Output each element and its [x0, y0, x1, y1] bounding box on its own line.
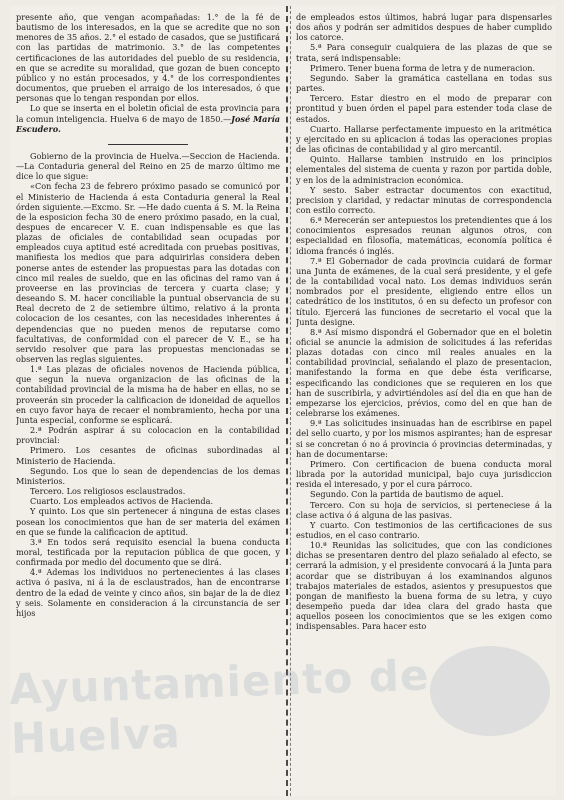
- rule-10-paragraph: 10.ª Reunidas las solicitudes, que con las condiciones dichas se presentaren dentro del plazo señalado al efecto, se cerrará la admision, y el presidente convocará á la Junta para acordar que se distribuyan á los examinandos algunos trabajos materiales de estados, asientos y presupuestos que pongan de manifiesto la buena forma de su letra, y cuyo desempeño pueda dar idea clara del grado hasta que aquellos poseen los conocimientos que se les exigen como indispensables. Para hacer esto: [296, 540, 552, 632]
- section-divider-rule: [108, 144, 188, 145]
- list-item: Primero. Tener buena forma de letra y de numeracion.: [310, 62, 536, 73]
- rule-2-paragraph: 2.ª Podrán aspirar á su colocacion en la contabilidad provincial:: [16, 425, 280, 446]
- list-item: Primero. Con certificacion de buena conducta moral librada por la autoridad municipal, bajo cuya jurisdiccion resida el interesado, y por el cura párroco.: [296, 458, 552, 490]
- rule-3-paragraph: 3.ª En todos será requisito esencial la buena conducta moral, testificada por la reputacion pública de que gocen, y confirmada por medio del documento que se dirá.: [16, 536, 280, 568]
- rule-5-paragraph: 5.ª Para conseguir cualquiera de las plazas de que se trata, será indispensable:: [296, 42, 552, 63]
- closing-paragraph: [16, 103, 280, 133]
- gobierno-header-paragraph: Gobierno de la provincia de Huelva.—Seccion de Hacienda.—La Contaduria general del Reino en 25 de marzo último me dice lo que sigue:: [16, 150, 280, 182]
- continuation-paragraph: de empleados estos últimos, habrá lugar para dispensarles dos años y podrán ser admitidos despues de haber cumplido los catorce.: [296, 12, 552, 43]
- newspaper-page: [10, 6, 556, 796]
- intro-paragraph: presente año, que vengan acompañadas: 1.° de la fé de bautismo de los interesados, en la que se acredite que no son menores de 35 años. 2.° el estado de casados, que se justificará con las partidas de matrimonio. 3.° de las competentes certificaciones de las autoridades del pueblo de su residencia, en que se acredite su moralidad, que gozan de buen concepto público y no están procesados, y 4.° de los correspondientes documentos, que prueben el arraigo de los interesados, ó que personas que lo tengan respondan por ellos.: [16, 12, 280, 104]
- list-item: Segundo. Con la partida de bautismo de aquel.: [310, 489, 504, 500]
- archive-watermark: Ayuntamiento de Huelva: [8, 650, 431, 763]
- rule-8-paragraph: 8.ª Así mismo dispondrá el Gobernador que en el boletin oficial se anuncie la admision de solicitudes á las referidas plazas dotadas con cinco mil reales anuales en la contabilidad provincial, señalando el plazo de presentacion, manifestando la forma en que debe ésta verificarse, especificando las condiciones que se requieren en los que han de suscribirla, y advirtiéndoles así del dia en que han de empezarse los ejercicios, prévios, como del en que han de celebrarse los exámenes.: [296, 326, 552, 419]
- list-item: Primero. Los cesantes de oficinas subordinadas al Ministerio de Hacienda.: [16, 445, 280, 466]
- list-item: Tercero. Con su hoja de servicios, si perteneciese á la clase activa ó á alguna de las pasivas.: [296, 499, 552, 520]
- list-item: Y sesto. Saber estractar documentos con exactitud, precision y claridad, y redactar minutas de correspondencia con estilo correcto.: [296, 184, 552, 215]
- list-item: Cuarto. Los empleados activos de Hacienda.: [30, 496, 214, 507]
- rule-1-paragraph: 1.ª Las plazas de oficiales novenos de Hacienda pública, que segun la nueva organizacion de las oficinas de la contabilidad provincial de la misma ha de haber en ellas, no se proveerán sin proceder la calificacion de idoneidad de aquellos en cuyo favor haya de recaer el nombramiento, hecha por una Junta especial, conforme se esplicará.: [16, 364, 280, 425]
- rule-7-paragraph: 7.ª El Gobernador de cada provincia cuidará de formar una Junta de exámenes, de la cual será presidente, y el gefe de la contabilidad vocal nato. Los demas individuos serán nombrados por el presidente, eligiendo entre ellos un catedrático de los institutos, ó en su defecto un profesor con título. Ejercerá las funciones de secretario el vocal que la Junta designe.: [296, 255, 552, 327]
- closing-text: Lo que se inserta en el boletin oficial de esta provincia para la comun inteligencia. Huelva 6 de mayo de 1850.—: [16, 103, 280, 124]
- list-item: Quinto. Hallarse tambien instruido en los principios elementales del sistema de cuenta y razon por partida doble, y en los de la administracion económica.: [296, 154, 552, 185]
- list-item: Tercero. Los religiosos esclaustrados.: [30, 486, 186, 497]
- rule-6-paragraph: 6.ª Merecerán ser antepuestos los pretendientes que á los conocimientos espresados reunan algunos otros, con especialidad en filosofía, matemáticas, economía política é idioma francés ó inglés.: [296, 215, 552, 256]
- list-item: Y quinto. Los que sin pertenecer á ninguna de estas clases posean los conocimientos que han de ser materia del exámen en que se funde la calificacion de aptitud.: [16, 506, 280, 537]
- list-item: Segundo. Saber la gramática castellana en todas sus partes.: [296, 72, 552, 94]
- rule-9-paragraph: 9.ª Las solicitudes insinuadas han de escribirse en papel del sello cuarto, y por los mismos aspirantes; han de espresar si se concretan ó no á provincia ó provincias determinadas, y han de documentarse:: [296, 418, 552, 459]
- signature: José María Escudero.: [16, 113, 280, 134]
- real-orden-paragraph: «Con fecha 23 de febrero próximo pasado se comunicó por el Ministerio de Hacienda á esta Contaduria general la Real órden siguiente.—Excmo. Sr. —He dado cuenta á S. M. la Reina de la esposicion fecha 30 de enero próximo pasado, en la cual, despues de encarecer V. E. cuan indispensable es que las plazas de oficiales de contabilidad sean ocupadas por empleados cuya aptitud esté acreditada con pruebas positivas, manifiesta los medios que para adquirirlas considera deben ponerse antes de estender las propuestas para las dotadas con cinco mil reales de sueldo, que en las oficinas del ramo van á proveerse en las provincias de tercera y cuarta clase; y deseando S. M. hacer conciliable la puntual observancia de su Real decreto de 2 de setiembre último, relativo á la pronta colocacion de los cesantes, con las necesidades inherentes á dependencias que no pueden menos de reputarse como facultativas, de conformidad con el parecer de V. E., se ha servido resolver que para las propuestas mencionadas se observen las reglas siguientes.: [16, 181, 280, 364]
- rule-4-paragraph: 4.ª Ademas los individuos no pertenecientes á las clases activa ó pasiva, ni á la de esclaustrados, han de encontrarse dentro de la edad de veinte y cinco años, sin bajar de la de diez y seis. Solamente en consideracion á la circunstancia de ser hijos: [16, 567, 280, 618]
- list-item: Y cuarto. Con testimonios de las certificaciones de sus estudios, en el caso contrario.: [296, 519, 552, 540]
- list-item: Segundo. Los que lo sean de dependencias de los demas Ministerios.: [16, 465, 280, 486]
- list-item: Cuarto. Hallarse perfectamente impuesto en la aritmética y ejercitado en su aplicacion á todas las operaciones propias de las oficinas de contabilidad y al giro mercantil.: [296, 123, 552, 155]
- list-item: Tercero. Estar diestro en el modo de preparar con prontitud y buen órden el papel para estender toda clase de estados.: [296, 93, 552, 124]
